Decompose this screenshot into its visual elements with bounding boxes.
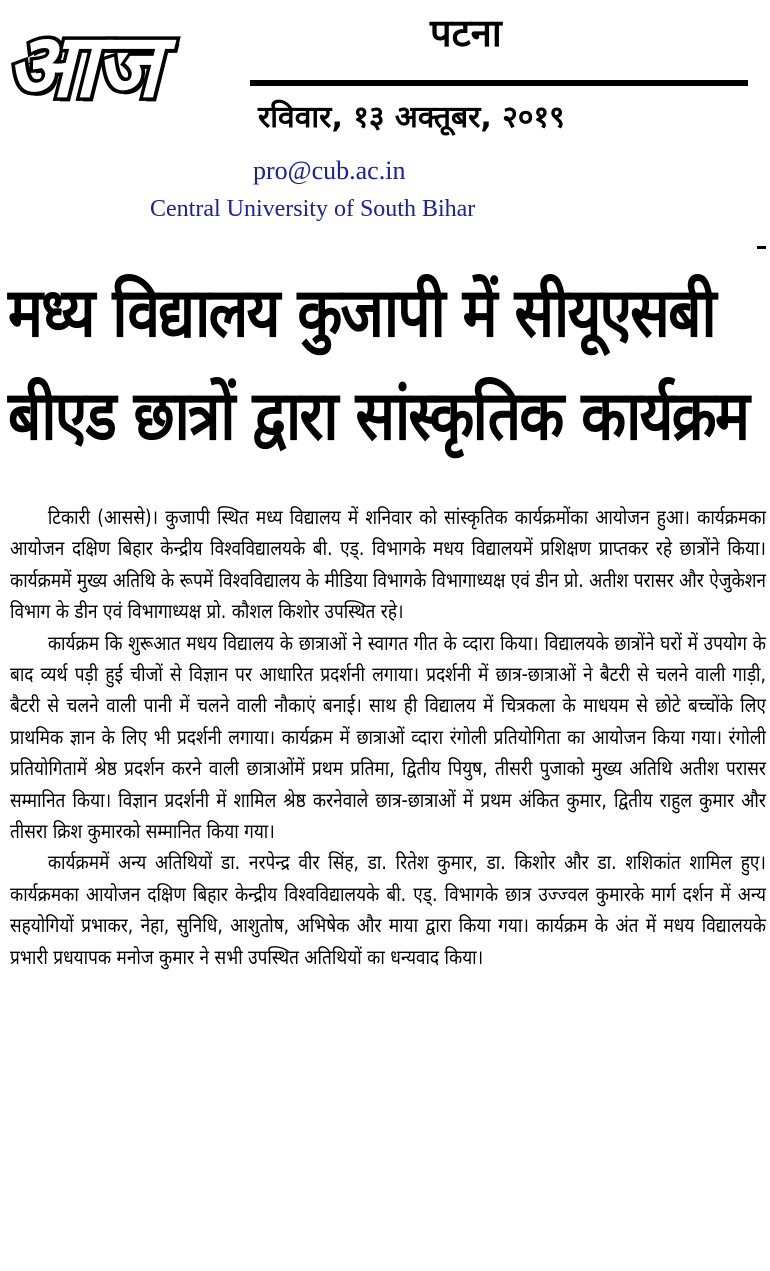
article-body: [10, 502, 766, 973]
article-paragraph-1: टिकारी (आससे)। कुजापी स्थित मध्य विद्यालय में शनिवार को सांस्कृतिक कार्यक्रमोंका आयोजन हुआ। कार्यक्रमका आयोजन दक्षिण बिहार केन्द्रीय विश्वविद्यालयके बी. एड्. विभागके मधय विद्यालयमें प्रशिक्षण प्राप्तकर रहे छात्रोंने किया। कार्यक्रममें मुख्य अतिथि के रूपमें विश्वविद्यालय के मीडिया विभागके विभागाध्यक्ष एवं डीन प्रो. अतीश परासर और ऐजुकेशन विभाग के डीन एवं विभागाध्यक्ष प्रो. कौशल किशोर उपस्थित रहे।: [10, 505, 766, 624]
divider-mark: [757, 246, 766, 249]
article-paragraph-2: कार्यक्रम कि शुरूआत मधय विद्यालय के छात्राओं ने स्वागत गीत के व्दारा किया। विद्यालयके छात्रोंने घरों में उपयोग के बाद व्यर्थ पड़ी हुई चीजों से विज्ञान पर आधारित प्रदर्शनी लगाया। प्रदर्शनी में छात्र-छात्राओं ने बैटरी से चलने वाली गाड़ी, बैटरी से चलने वाली पानी में चलने वाली नौकाएं बनाई। साथ ही विद्यालय में चित्रकला के माधयम से छोटे बच्चोंके लिए प्राथमिक ज्ञान के लिए भी प्रदर्शनी लगाया। कार्यक्रम में छात्राओं व्दारा रंगोली प्रतियोगिता का आयोजन किया गया। रंगोली प्रतियोगितामें श्रेष्ठ प्रदर्शन करने वाली छात्राओंमें प्रथम प्रतिमा, द्वितीय पियुष, तीसरी पुजाको मुख्य अतिथि अतीश परासर सम्मानित किया। विज्ञान प्रदर्शनी में शामिल श्रेष्ठ करनेवाले छात्र-छात्राओं में प्रथम अंकित कुमार, द्वितीय राहुल कुमार और तीसरा क्रिश कुमारको सम्मानित किया गया।: [10, 630, 766, 844]
source-email: pro@cub.ac.in: [253, 156, 406, 185]
newspaper-logo: आज: [1, 14, 179, 117]
edition-date: रविवार, १३ अक्तूबर, २०१९: [258, 100, 565, 135]
headline-line-2: बीएड छात्रों द्वारा सांस्कृतिक कार्यक्रम: [8, 377, 749, 456]
edition-city: पटना: [430, 11, 502, 55]
source-university: Central University of South Bihar: [150, 196, 476, 222]
article-paragraph-3: कार्यक्रममें अन्य अतिथियों डा. नरपेन्द्र वीर सिंह, डा. रितेश कुमार, डा. किशोर और डा. शशिकांत शामिल हुए। कार्यक्रमका आयोजन दक्षिण बिहार केन्द्रीय विश्वविद्यालयके बी. एड्. विभागके छात्र उज्ज्वल कुमारके मार्ग दर्शन में अन्य सहयोगियों प्रभाकर, नेहा, सुनिधि, आशुतोष, अभिषेक और माया द्वारा किया गया। कार्यक्रम के अंत में मधय विद्यालयके प्रभारी प्रधयापक मनोज कुमार ने सभी उपस्थित अतिथियों का धन्यवाद किया।: [10, 850, 766, 969]
headline: [8, 262, 749, 468]
masthead-divider: [250, 80, 748, 86]
headline-line-1: मध्य विद्यालय कुजापी में सीयूएसबी: [8, 274, 715, 353]
